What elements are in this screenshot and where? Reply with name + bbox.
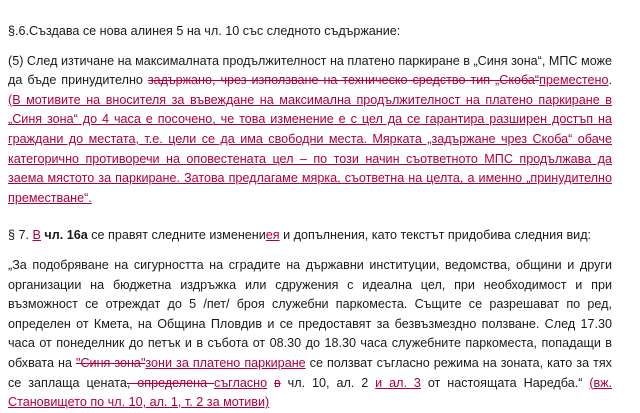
- p5-text-1: (5) След изтичане на максималната продължителност на платено паркиране в „Синя зона“, МПС може да бъде принудително: [8, 53, 612, 88]
- inserted-reference: (вж. Становището по чл. 10, ал. 1, т. 2 за мотиви): [8, 375, 612, 410]
- paragraph-5: [8, 52, 612, 209]
- deleted-text: задържано, чрез използване на техническо средство тип „Скоба“: [147, 73, 540, 88]
- s7-text-1: § 7.: [8, 228, 33, 243]
- quote-text-2: се ползват съгласно режима на зоната, като за тях се заплаща цената: [8, 355, 612, 390]
- article-reference: чл. 16а: [44, 228, 88, 243]
- deleted-text: , определена: [126, 375, 215, 390]
- quote-text-3: [267, 376, 274, 390]
- section-6-heading: [8, 22, 612, 42]
- quote-text-1: „За подобряване на сигурността на сградите на държавни институции, ведомства, общини и други организации на бюджетна издръжка или сдружения с идеална цел, при необходимост и при възможност се отреждат до 5 /пет/ броя служебни паркоместа. Същите се разрешават по ред, определен от Кмета, на Община Пловдив и се предоставят за безвъзмездно ползване. След 17.30 часа от понеделник до петък и в събота от 08.30 до 18.30 часа служебните паркоместа, попадащи в обхвата на: [8, 257, 612, 370]
- section-7-heading: [8, 226, 612, 246]
- s7-text-4: и допълнения, като текстът придобива следния вид:: [279, 228, 592, 243]
- p5-text-2: .: [608, 73, 612, 88]
- s7-text-3: се правят следните изменени: [87, 228, 266, 243]
- quote-text-5: от настоящата Наредба.“: [420, 375, 590, 390]
- inserted-motivation: (В мотивите на вносителя за въвеждане на максимална продължителност на платено паркиране в „Синя зона“ до 4 часа е посочено, че това изменение е с цел да се гарантира разширен достъп на граждани до местата, т.е. цели се да има свободни места. Мярката „задържане чрез Скоба“ обаче категорично противоречи на оповестената цел – по този начин съответното МПС продължава да заема мястото за паркиране. Затова предлагаме мярка, съответна на целта, а именно „принудително преместване“.: [8, 92, 612, 205]
- heading-text: §.6.Създава се нова алинея 5 на чл. 10 със следното съдържание:: [8, 24, 401, 38]
- deleted-text: в: [274, 375, 281, 390]
- inserted-text: преместено: [539, 73, 609, 88]
- article-16a-text: [8, 256, 612, 413]
- inserted-text: съгласно: [214, 375, 268, 390]
- inserted-text: ея: [265, 228, 280, 243]
- quote-text-4: чл. 10, ал. 2: [280, 375, 376, 390]
- deleted-text: "Синя зона": [75, 355, 146, 370]
- inserted-text: и ал. 3: [375, 375, 421, 390]
- inserted-text: В: [32, 228, 41, 243]
- inserted-text: зони за платено паркиране: [145, 355, 306, 370]
